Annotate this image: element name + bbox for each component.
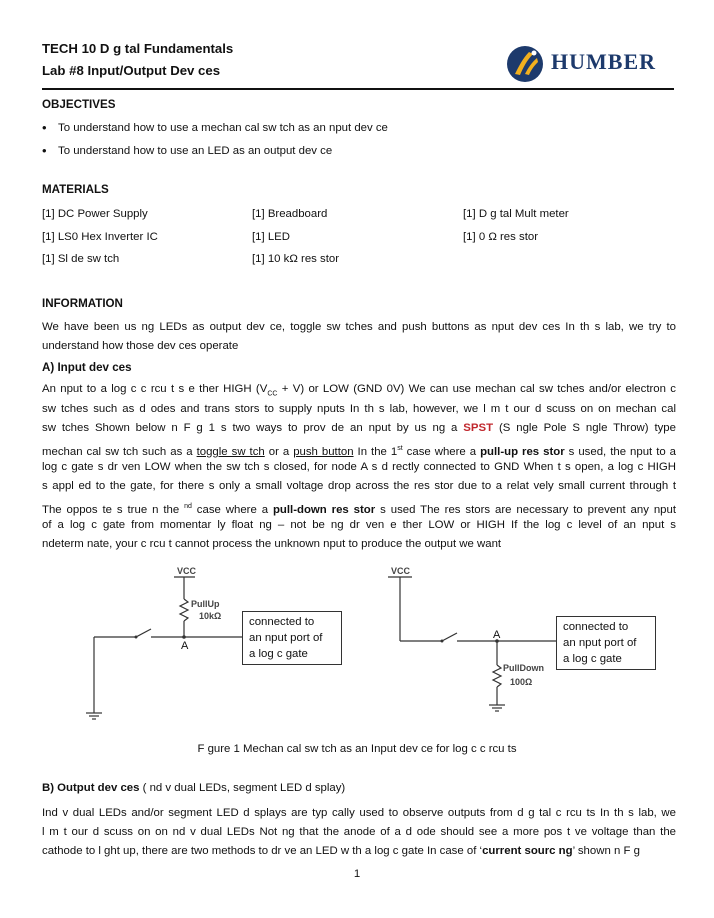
bullet-icon: • (42, 120, 47, 135)
current-sourcing-term: current sourc ng (482, 845, 573, 857)
lab-title: Lab #8 Input/Output Dev ces (42, 63, 221, 78)
pull-up-term: pull-up res stor (480, 445, 565, 458)
input-para-line: mechan cal sw tch such as a toggle sw tch or a push button In the 1st case where a pull-up res stor s used, the nput to a (42, 445, 677, 458)
humber-logo-text: HUMBER (551, 49, 656, 74)
pulldown-name-label: PullDown (503, 663, 544, 673)
pullup-value-label: 10kΩ (199, 611, 222, 621)
input-para-line: log c gate s dr ven LOW when the sw tch s closed, for node A s d rectly connected to GND When t s open, a log c HIGH (42, 461, 676, 473)
pull-down-term: pull-down res stor (272, 503, 376, 516)
material-item: [1] 0 Ω res stor (463, 231, 538, 243)
objective-text: To understand how to use a mechan cal sw tch as an nput dev ce (58, 122, 388, 134)
info-intro-line: We have been us ng LEDs as output dev ce, toggle sw tches and push buttons as nput dev ces In th s lab, we try to (42, 321, 676, 333)
output-para-line: cathode to l ght up, there are two methods to dr ve an LED w th a log c gate In case of ‘current sourc ng’ shown n F g (42, 845, 640, 857)
figure-1 (0, 555, 714, 735)
humber-logo-icon (505, 44, 545, 84)
information-heading: INFORMATION (42, 297, 123, 310)
node-a-label-left: A (181, 640, 189, 652)
output-para-line: Ind v dual LEDs and/or segment LED d splays are typ cally used to observe outputs from d g tal c rcu ts In th s lab, we (42, 807, 676, 819)
material-item: [1] 10 kΩ res stor (252, 253, 340, 265)
input-para-line: sw tches Shown below n F g 1 s two ways to prov de an nput by us ng a SPST (S ngle Pole S ngle Throw) type (42, 422, 676, 434)
pulldown-value-label: 100Ω (510, 677, 533, 687)
input-para-line: The oppos te s true n the $^{nd}$ case where a pull-down res stor s used The res stors are necessary to prevent any nput (42, 503, 677, 516)
material-item: [1] Sl de sw tch (42, 253, 120, 265)
material-item: [1] Breadboard (252, 208, 328, 220)
objectives-heading: OBJECTIVES (42, 98, 116, 111)
pullup-name-label: PullUp (191, 599, 220, 609)
callout-right: connected to an nput port of a log c gate (556, 616, 656, 670)
material-item: [1] D g tal Mult meter (463, 208, 569, 220)
header-divider (42, 88, 674, 90)
callout-left: connected to an nput port of a log c gate (242, 611, 342, 665)
course-title: TECH 10 D g tal Fundamentals (42, 41, 234, 56)
input-para-line: s appl ed to the gate, for there s only a small voltage drop across the res stor due to a relat vely small current through t (42, 480, 676, 492)
input-para-line: ndeterm nate, your c rcu t cannot process the unknown nput to produce the output we want (42, 538, 502, 550)
toggle-switch-term: toggle sw tch (196, 445, 265, 458)
materials-heading: MATERIALS (42, 183, 109, 196)
output-para-line: l m t our d scuss on on nd v dual LEDs Not ng that the anode of a d ode should see a more pos t ve voltage than the (42, 826, 676, 838)
vcc-label-left: VCC (177, 566, 197, 576)
vcc-label-right: VCC (391, 566, 411, 576)
humber-logo (505, 42, 675, 86)
input-devices-heading: A) Input dev ces (42, 361, 132, 374)
spst-term: SPST (463, 422, 494, 434)
input-para-line: An nput to a log c c rcu t s e ther HIGH $(V_{CC} + V)$ or LOW (GND 0V) We can use mechan cal sw tches and/or electron c (42, 383, 676, 398)
node-a-label-right: A (493, 629, 501, 641)
material-item: [1] LED (252, 231, 290, 243)
push-button-term: push button (293, 445, 354, 458)
material-item: [1] LS0 Hex Inverter IC (42, 231, 158, 243)
input-para-line: sw tches such as d odes and trans stors to supply nputs In th s lab, however, we l m t our d scuss on on mechan cal (42, 403, 676, 415)
input-para-line: of a log c gate from momentar ly float ng – not be ng dr ven e ther LOW or HIGH If the log c level of an nput s (42, 519, 676, 531)
objective-text: To understand how to use an LED as an output dev ce (58, 145, 333, 157)
figure-caption: F gure 1 Mechan cal sw tch as an Input dev ce for log c c rcu ts (197, 743, 517, 755)
page-number: 1 (353, 868, 361, 880)
bullet-icon: • (42, 143, 47, 158)
material-item: [1] DC Power Supply (42, 208, 148, 220)
output-devices-heading: B) Output dev ces ( nd v dual LEDs, segment LED d splay) (42, 782, 346, 794)
info-intro-line: understand how those dev ces operate (42, 340, 239, 352)
